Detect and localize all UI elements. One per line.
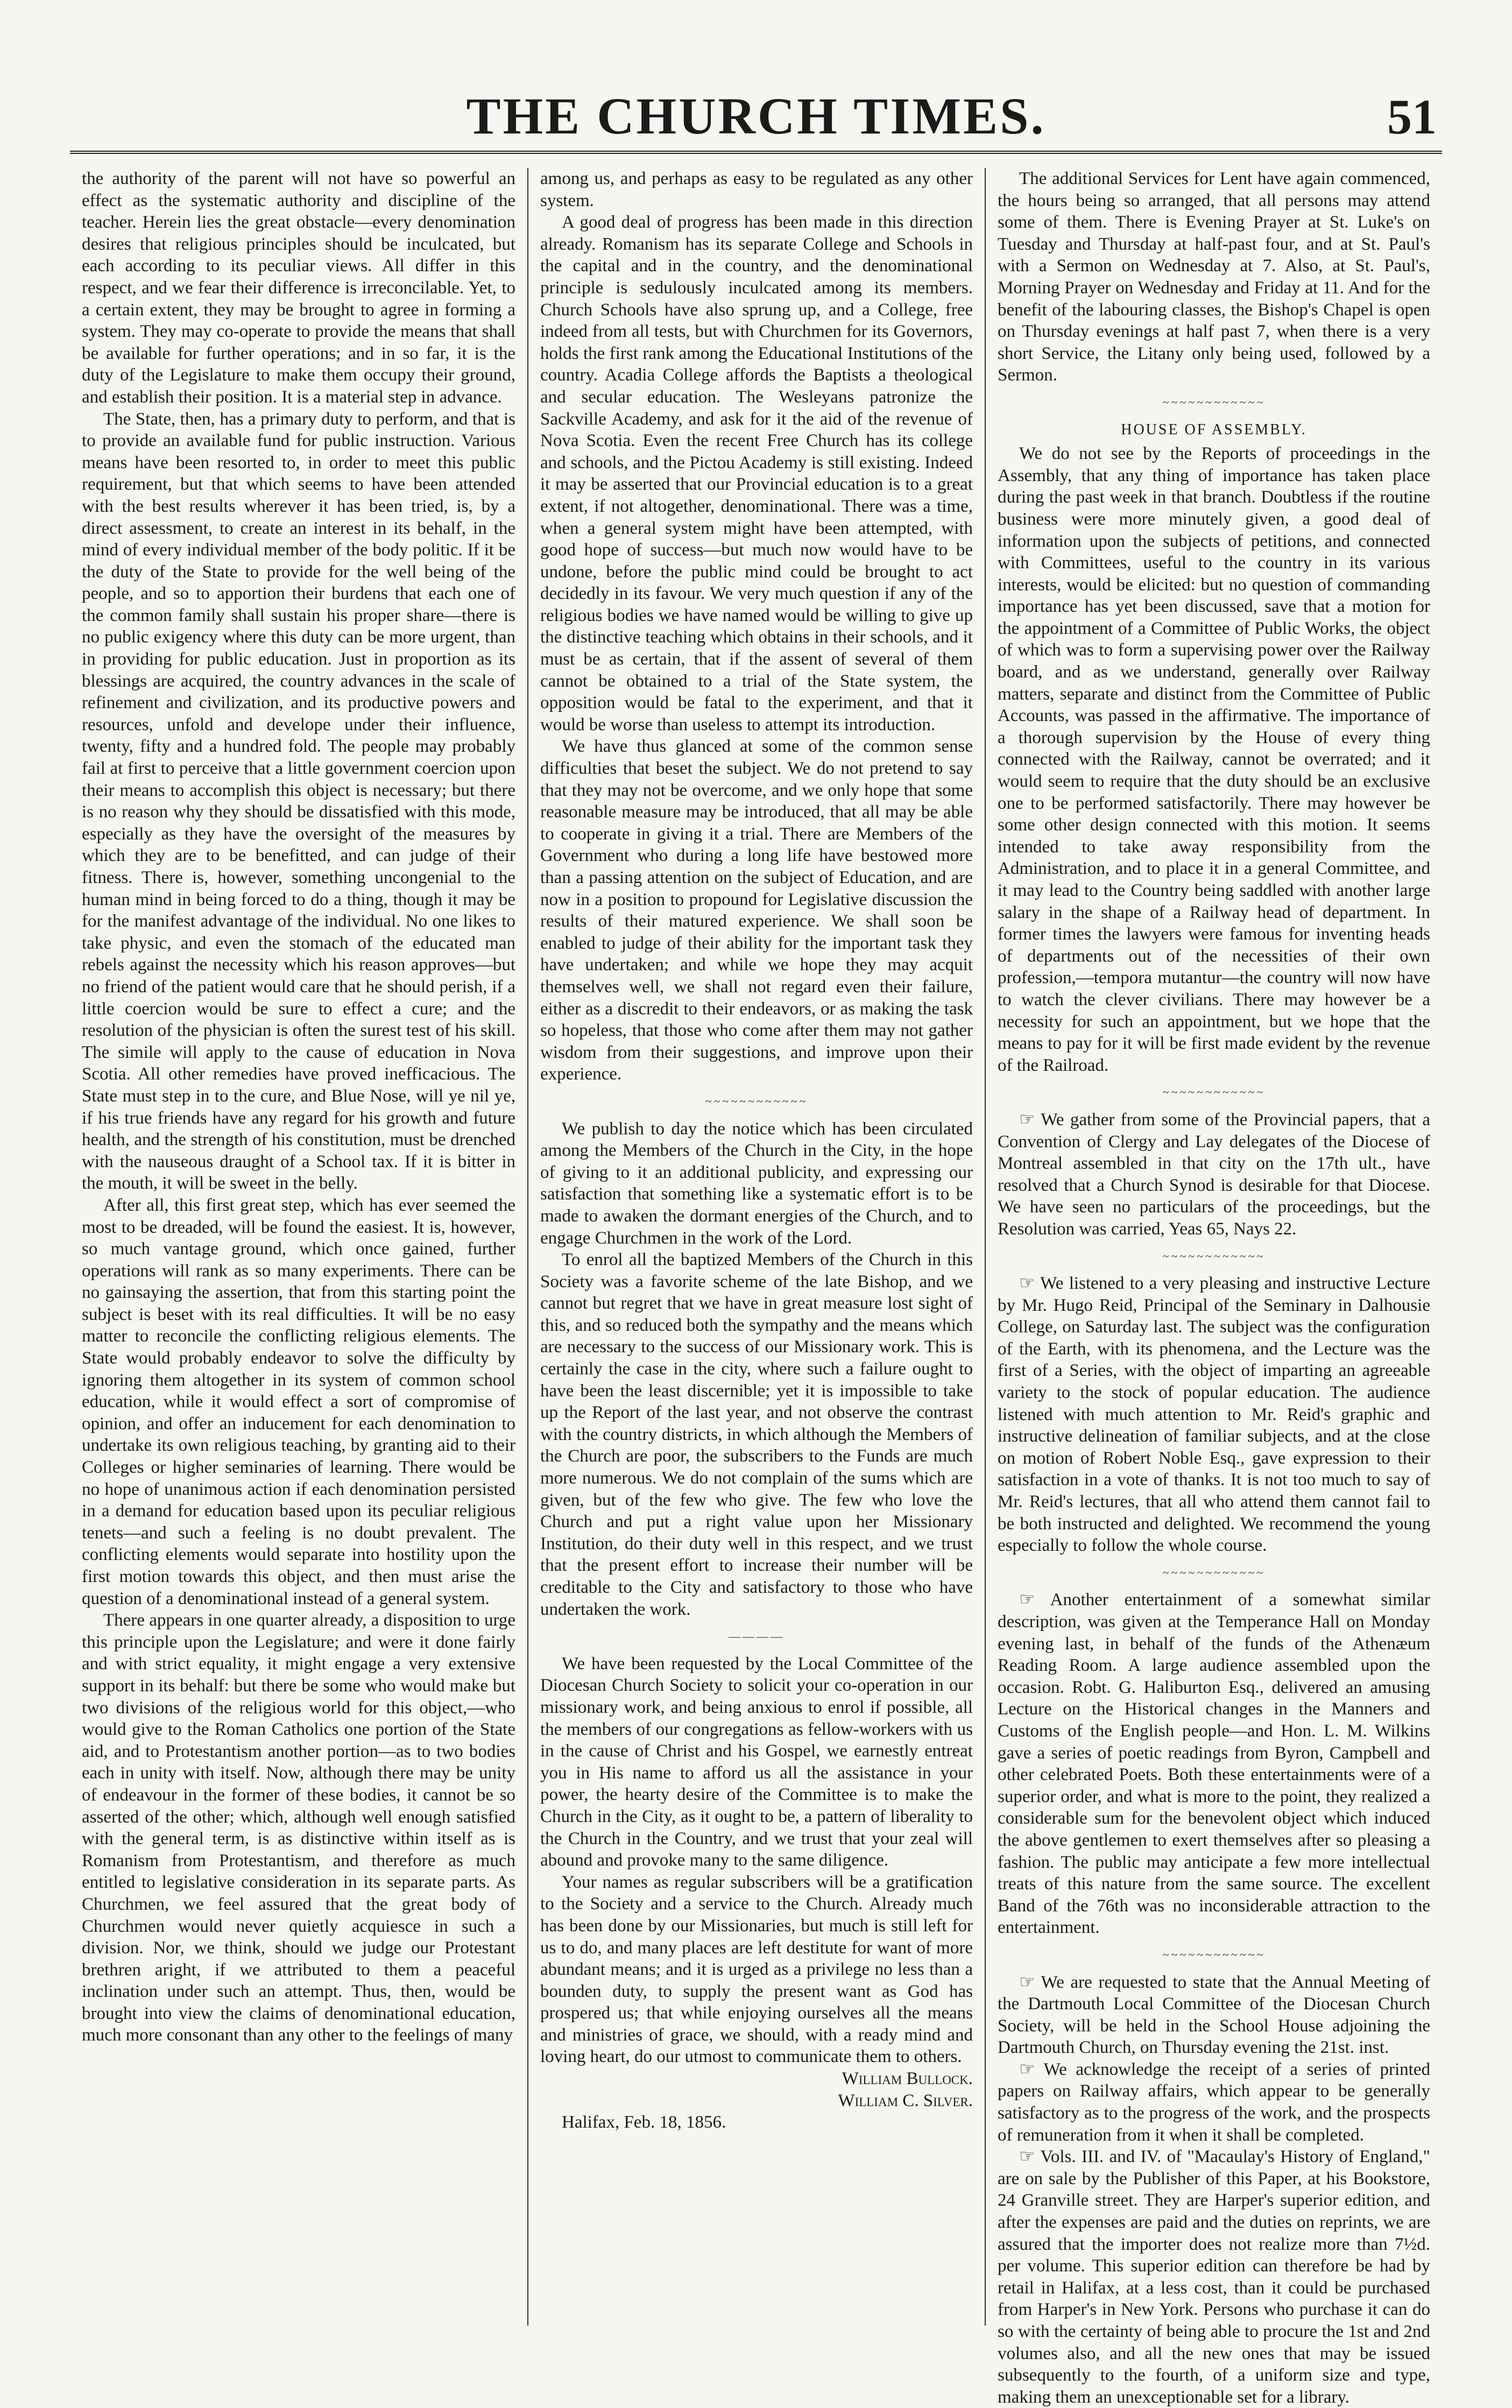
section-divider: ~~~~~~~~~~~~ <box>1162 1085 1266 1099</box>
paragraph: ☞ We are requested to state that the Annual Meeting of the Dartmouth Local Committee of the Diocesan Church Society, will be held in the School House adjoining the Dartmouth Church, on Thursday evening the 21st. inst. <box>998 1972 1430 2058</box>
dateline: Halifax, Feb. 18, 1856. <box>562 2113 726 2132</box>
column-3 <box>985 168 1442 2407</box>
page-number: 51 <box>1387 89 1437 144</box>
paragraph: We have been requested by the Local Committee of the Diocesan Church Society to solicit your co-operation in our missionary work, and being anxious to enrol if possible, all the members of our congregations as fellow-workers with us in the cause of Christ and his Gospel, we earnestly entreat you in His name to afford us all the assistance in your power, the hearty desire of the Committee is to make the Church in the City, as it ought to be, a pattern of liberality to the Church in the Country, and we trust that your zeal will abound and provoke many to the same diligence. <box>540 1654 973 1870</box>
column-2 <box>527 168 985 2326</box>
section-heading: HOUSE OF ASSEMBLY. <box>1121 421 1307 438</box>
signature: William C. Silver. <box>838 2091 973 2110</box>
section-divider: ———— <box>729 1629 785 1643</box>
paragraph: ☞ We listened to a very pleasing and instructive Lecture by Mr. Hugo Reid, Principal of the Seminary in Dalhousie College, on Saturday last. The subject was the configuration of the Earth, with its phenomena, and the Lecture was the first of a Series, with the object of imparting an agreeable variety to the stock of popular education. The audience listened with much attention to Mr. Reid's graphic and instructive delineation of familiar subjects, and at the close on motion of Robert Noble Esq., gave expression to their satisfaction in a vote of thanks. It is not too much to say of Mr. Reid's lectures, that all who attend them cannot fail to be both instructed and delighted. We recommend the young especially to follow the whole course. <box>998 1274 1430 1556</box>
section-divider: ~~~~~~~~~~~~ <box>1162 395 1266 409</box>
section-divider: ~~~~~~~~~~~~ <box>1162 1565 1266 1579</box>
paragraph: We publish to day the notice which has been circulated among the Members of the Church in the City, in the hope of giving to it an additional publicity, and expressing our satisfaction that something like a systematic effort is to be made to awaken the dormant energies of the Church, and to engage Churchmen in the work of the Lord. <box>540 1119 973 1248</box>
paragraph: To enrol all the baptized Members of the Church in this Society was a favorite scheme of the late Bishop, and we cannot but regret that we have in great measure lost sight of this, and so reduced both the sympathy and the means which are necessary to the success of our Missionary work. This is certainly the case in the city, where such a failure ought to have been the least discernible; yet it is impossible to take up the Report of the last year, and not observe the contrast with the country districts, in which although the Members of the Church are poor, the subscribers to the Funds are much more numerous. We do not complain of the sums which are given, but of the few who give. The few who love the Church and put a right value upon her Missionary Institution, do their duty well in this respect, and we trust that the present effort to increase their number will be creditable to the City and satisfactory to those who have undertaken the work. <box>540 1250 973 1619</box>
paragraph: Your names as regular subscribers will be a gratification to the Society and a service to the Church. Already much has been done by our Missionaries, but much is still left for us to do, and many places are left destitute for want of more abundant means; and it is urged as a privilege no less than a bounden duty, to supply the present want as God has prospered us; that while enjoying ourselves all the means and ministries of grace, we should, with a ready mind and loving heart, do our utmost to communicate them to others. <box>540 1872 973 2067</box>
paragraph: among us, and perhaps as easy to be regulated as any other system. <box>540 169 973 210</box>
page-header <box>70 86 1442 154</box>
paragraph: ☞ Another entertainment of a somewhat similar description, was given at the Temperance Hall on Monday evening last, in behalf of the funds of the Athenæum Reading Room. A large audience assembled upon the occasion. Robt. G. Haliburton Esq., delivered an amusing Lecture on the Historical changes in the Manners and Customs of the English people—and Hon. L. M. Wilkins gave a series of poetic readings from Byron, Campbell and other celebrated Poets. Both these entertainments were of a superior order, and what is more to the point, they realized a considerable sum for the benevolent object which induced the above gentlemen to exert themselves after so pleasing a fashion. The public may anticipate a few more intellectual treats of this nature from the same source. The excellent Band of the 76th was no inconsiderable attraction to the entertainment. <box>998 1590 1430 1938</box>
signature: William Bullock. <box>842 2069 973 2089</box>
paragraph: The additional Services for Lent have again commenced, the hours being so arranged, that all persons may attend some of them. There is Evening Prayer at St. Luke's on Tuesday and Thursday at half-past four, and at St. Paul's with a Sermon on Wednesday at 7. Also, at St. Paul's, Morning Prayer on Wednesday and Friday at 11. And for the benefit of the labouring classes, the Bishop's Chapel is open on Thursday evenings at half past 7, when there is a very short Service, the Litany only being used, followed by a Sermon. <box>998 169 1430 385</box>
columns <box>70 168 1442 2407</box>
section-divider: ~~~~~~~~~~~~ <box>705 1094 808 1108</box>
paragraph: ☞ Vols. III. and IV. of "Macaulay's History of England," are on sale by the Publisher of this Paper, at his Bookstore, 24 Granville street. They are Harper's superior edition, and after the expenses are paid and the duties on reprints, we are assured that the importer does not realize more than 7½d. per volume. This superior edition can therefore be had by retail in Halifax, at a less cost, than it could be purchased from Harper's in New York. Persons who purchase it can do so with the certainty of being able to procure the 1st and 2nd volumes also, and all the new ones that may be issued subsequently to the fourth, of a uniform size and type, making them an unexceptionable set for a library. <box>998 2147 1430 2407</box>
paragraph: There appears in one quarter already, a disposition to urge this principle upon the Legislature; and were it done fairly and with strict equality, it might engage a very extensive support in its behalf: but there be some who would make but two divisions of the religious world for this object,—who would give to the Roman Catholics one portion of the State aid, and to Protestantism another portion—as to two bodies each in unity with itself. Now, although there may be unity of endeavour in the former of these bodies, it cannot be so asserted of the other; which, although well enough satisfied with the general term, is as distinctive within itself as is Romanism from Protestantism, and therefore as much entitled to legislative consideration in its separate parts. As Churchmen, we feel assured that the great body of Churchmen would never quietly acquiesce in such a division. Nor, we think, should we judge our Protestant brethren aright, if we attributed to them a peaceful inclination under such an attempt. Thus, then, would be brought into view the claims of denominational education, much more consonant than any other to the feelings of many <box>82 1611 515 2045</box>
column-1 <box>70 168 527 2326</box>
paragraph: We have thus glanced at some of the common sense difficulties that beset the subject. We do not pretend to say that they may not be overcome, and we only hope that some reasonable measure may be introduced, that all may be able to cooperate in giving it a trial. There are Members of the Government who during a long life have bestowed more than a passing attention on the subject of Education, and are now in a position to propound for Legislative discussion the results of their matured experience. We shall soon be enabled to judge of their ability for the important task they have undertaken; and while we hope they may acquit themselves well, we shall not regard even their failure, either as a discredit to their endeavors, or as making the task so hopeless, that those who come after them may not gather wisdom from their suggestions, and improve upon their experience. <box>540 737 973 1084</box>
paragraph: the authority of the parent will not have so powerful an effect as the systematic authority and discipline of the teacher. Herein lies the great obstacle—every denomination desires that religious principles should be inculcated, but each according to its peculiar views. All differ in this respect, and we fear their difference is irreconcilable. Yet, to a certain extent, they may be brought to agree in forming a system. They may co-operate to provide the means that shall be available for further operations; and in so far, it is the duty of the Legislature to make them occupy their ground, and establish their position. It is a material step in advance. <box>82 169 515 407</box>
paragraph: ☞ We gather from some of the Provincial papers, that a Convention of Clergy and Lay delegates of the Diocese of Montreal assembled in that city on the 17th ult., have resolved that a Church Synod is desirable for that Diocese. We have seen no particulars of the proceedings, but the Resolution was carried, Yeas 65, Nays 22. <box>998 1110 1430 1239</box>
paragraph: After all, this first great step, which has ever seemed the most to be dreaded, will be found the easiest. It is, however, so much vantage ground, which once gained, further operations will rank as so many experiments. There can be no gainsaying the assertion, that from this starting point the subject is beset with its real difficulties. It will be no easy matter to reconcile the conflicting religious elements. The State would probably endeavor to solve the difficulty by ignoring them altogether in its system of common school education, while it would effect a sort of compromise of opinion, and offer an inducement for each denomination to undertake its own religious teaching, by granting aid to their Colleges or higher seminaries of learning. There would be no hope of unanimous action if each denomination persisted in a demand for education based upon its peculiar religious tenets—and such a feeling is no doubt prevalent. The conflicting elements would separate into hostility upon the first motion towards this object, and then must arise the question of a denominational instead of a general system. <box>82 1195 515 1608</box>
paragraph: ☞ We acknowledge the receipt of a series of printed papers on Railway affairs, which appear to be generally satisfactory as to the progress of the work, and the prospects of remuneration from it when it shall be completed. <box>998 2059 1430 2145</box>
section-divider: ~~~~~~~~~~~~ <box>1162 1249 1266 1263</box>
paragraph: A good deal of progress has been made in this direction already. Romanism has its separate College and Schools in the capital and in the country, and the denominational principle is sedulously inculcated among its members. Church Schools have also sprung up, and a College, free indeed from all tests, but with Churchmen for its Governors, holds the first rank among the Educational Institutions of the country. Acadia College affords the Baptists a theological and secular education. The Wesleyans patronize the Sackville Academy, and ask for it the aid of the revenue of Nova Scotia. Even the recent Free Church has its college and schools, and the Pictou Academy is still existing. Indeed it may be asserted that our Provincial education is to a great extent, if not altogether, denominational. There was a time, when a general system might have been attempted, with good hope of success—but much now would have to be undone, before the public mind could be brought to act decidedly in its favour. We very much question if any of the religious bodies we have named would be willing to give up the distinctive teaching which obtains in their schools, and it must be as certain, that if the assent of several of them cannot be obtained to a trial of the State system, the opposition would be fatal to the experiment, and that it would be worse than useless to attempt its introduction. <box>540 213 973 735</box>
section-divider: ~~~~~~~~~~~~ <box>1162 1947 1266 1961</box>
paragraph: We do not see by the Reports of proceedings in the Assembly, that any thing of importance has taken place during the past week in that branch. Doubtless if the routine business were more minutely given, a good deal of information upon the subjects of petitions, and connected with Committees, useful to the country in its various interests, would be elicited: but no question of commanding importance has yet been discussed, save that a motion for the appointment of a Committee of Public Works, the object of which was to form a supervising power over the Railway board, and as we understand, generally over Railway matters, separate and distinct from the Committee of Public Accounts, was passed in the affirmative. The importance of a thorough supervision by the House of every thing connected with the Railway, cannot be overrated; and it would seem to require that the duty should be an exclusive one to be performed satisfactorily. There may however be some other design connected with this motion. It seems intended to take away responsibility from the Administration, and to place it in a general Committee, and it may lead to the Country being saddled with another large salary in the shape of a Railway head of department. In former times the lawyers were famous for inventing heads of departments out of the necessities of their own profession,—tempora mutantur—the country will now have to watch the clever civilians. There may however be a necessity for such an appointment, but we hope that the means to pay for it will be first made evident by the revenue of the Railroad. <box>998 444 1430 1075</box>
paragraph: The State, then, has a primary duty to perform, and that is to provide an available fund for public instruction. Various means have been resorted to, in order to meet this public requirement, but that which seems to have been attended with the best results wherever it has been tried, is, by a direct assessment, to create an interest in its behalf, in the mind of every individual member of the body politic. If it be the duty of the State to provide for the well being of the people, and so to apportion their burdens that each one of the common family shall sustain his proper share—there is no public exigency where this duty can be more urgent, than in providing for public education. Just in proportion as its blessings are acquired, the country advances in the scale of refinement and civilization, and its productive powers and resources, unfold and develope under their influence, twenty, fifty and a hundred fold. The people may probably fail at first to perceive that a little government coercion upon their means to accomplish this object is necessary; but there is no reason why they should be dissatisfied with this mode, especially as they have the oversight of the measures by which they are to be benefitted, and can judge of their fitness. There is, however, something uncongenial to the human mind in being forced to do a thing, though it may be for the manifest advantage of the individual. No one likes to take physic, and even the stomach of the educated man rebels against the necessity which his reason approves—but no friend of the patient would care that he should perish, if a little coercion would be sure to effect a cure; and the resolution of the physician is often the surest test of his skill. The simile will apply to the cause of education in Nova Scotia. All other remedies have proved inefficacious. The State must step in to the cure, and Blue Nose, will ye nil ye, if his true friends have any regard for his growth and future health, and the strength of his constitution, must be drenched with the nauseous draught of a School tax. If it is bitter in the mouth, it will be sweet in the belly. <box>82 409 515 1194</box>
masthead-title: THE CHURCH TIMES. <box>466 87 1046 145</box>
